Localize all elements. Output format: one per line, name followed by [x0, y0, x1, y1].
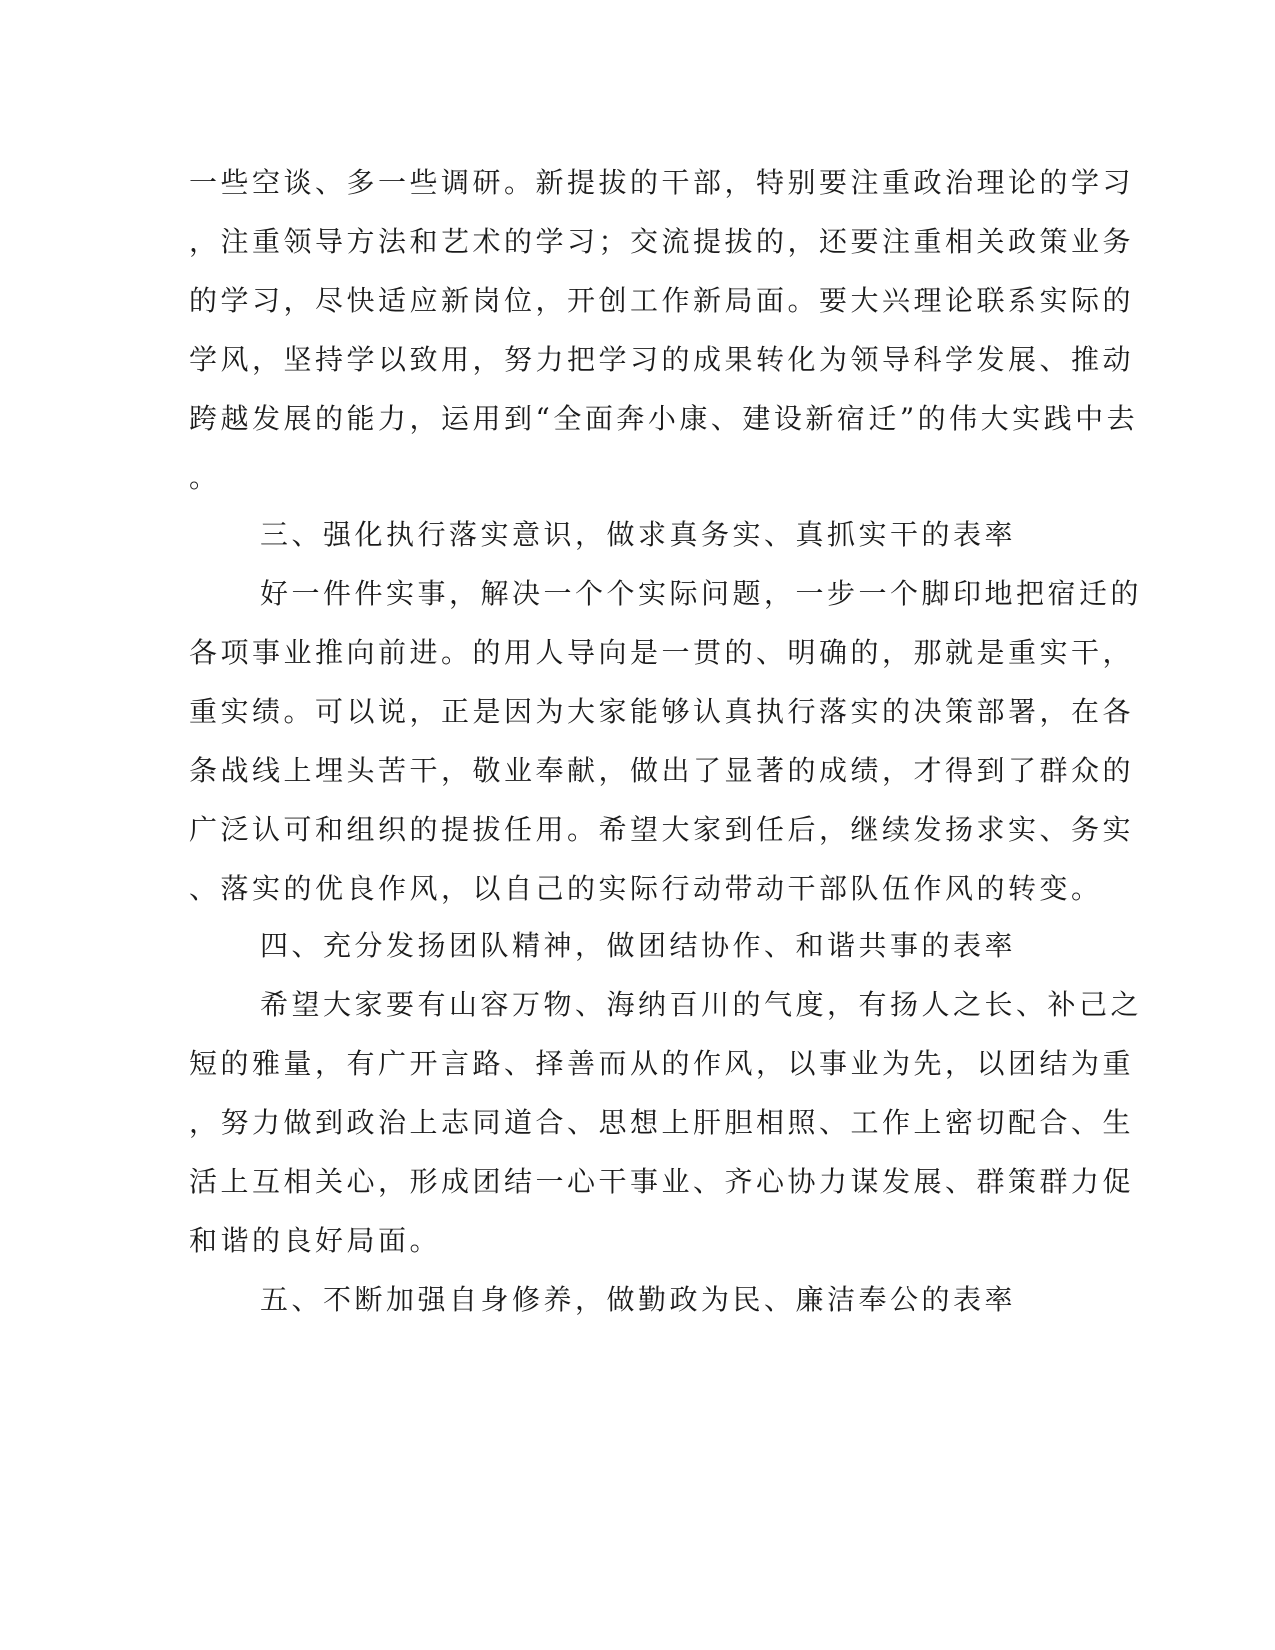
paragraph-start: 希望大家要有山容万物、海纳百川的气度，有扬人之长、补己之	[260, 988, 1143, 1021]
text-line: 和谐的良好局面。	[189, 1224, 442, 1257]
text-line: ，努力做到政治上志同道合、思想上肝胆相照、工作上密切配合、生	[189, 1106, 1135, 1139]
text-line: 学风，坚持学以致用，努力把学习的成果转化为领导科学发展、推动	[189, 343, 1135, 376]
text-line: 。	[189, 461, 221, 494]
text-line: 一些空谈、多一些调研。新提拔的干部，特别要注重政治理论的学习	[189, 166, 1135, 199]
text-line: 、落实的优良作风，以自己的实际行动带动干部队伍作风的转变。	[189, 872, 1103, 905]
text-line: 短的雅量，有广开言路、择善而从的作风，以事业为先，以团结为重	[189, 1047, 1135, 1080]
text-line: 的学习，尽快适应新岗位，开创工作新局面。要大兴理论联系实际的	[189, 284, 1135, 317]
text-line: 各项事业推向前进。的用人导向是一贯的、明确的，那就是重实干，	[189, 636, 1135, 669]
text-line: ，注重领导方法和艺术的学习；交流提拔的，还要注重相关政策业务	[189, 225, 1135, 258]
section-heading: 三、强化执行落实意识，做求真务实、真抓实干的表率	[260, 518, 1017, 551]
text-line: 活上互相关心，形成团结一心干事业、齐心协力谋发展、群策群力促	[189, 1165, 1135, 1198]
text-line: 跨越发展的能力，运用到“全面奔小康、建设新宿迁”的伟大实践中去	[189, 402, 1139, 435]
text-line: 条战线上埋头苦干，敬业奉献，做出了显著的成绩，才得到了群众的	[189, 754, 1135, 787]
text-line: 广泛认可和组织的提拔任用。希望大家到任后，继续发扬求实、务实	[189, 813, 1135, 846]
text-line: 重实绩。可以说，正是因为大家能够认真执行落实的决策部署，在各	[189, 695, 1135, 728]
section-heading: 四、充分发扬团队精神，做团结协作、和谐共事的表率	[260, 929, 1017, 962]
paragraph-start: 好一件件实事，解决一个个实际问题，一步一个脚印地把宿迁的	[260, 577, 1143, 610]
section-heading: 五、不断加强自身修养，做勤政为民、廉洁奉公的表率	[260, 1283, 1017, 1316]
